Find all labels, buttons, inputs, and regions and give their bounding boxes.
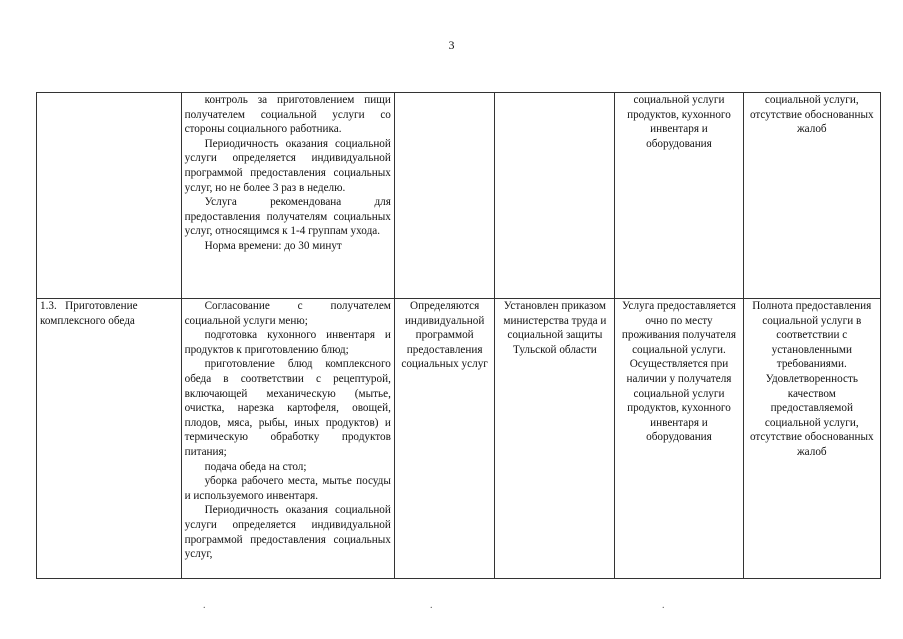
row2-volume: Определяются индивидуальной программой предоставления социальных услуг <box>394 299 495 579</box>
row1-quality-indicators: социальной услуги, отсутствие обоснованных жалоб <box>743 93 880 299</box>
description-paragraph: подготовка кухонного инвентаря и продуктов к приготовлению блюд; <box>184 329 391 356</box>
table-row <box>37 93 881 299</box>
description-paragraph: Согласование с получателем социальной услуги меню; <box>184 300 391 327</box>
row1-service-description <box>181 93 394 299</box>
scan-mark: . <box>203 600 206 611</box>
row1-volume <box>394 93 495 299</box>
row2-conditions: Услуга предоставляется очно по месту проживания получателя социальной услуги. Осуществляется при наличии у получателя социальной услуги продуктов, кухонного инвентаря и оборудования <box>615 299 743 579</box>
description-paragraph: уборка рабочего места, мытье посуды и используемого инвентаря. <box>184 475 391 502</box>
description-paragraph: Норма времени: до 30 минут <box>204 239 342 252</box>
row2-term: Установлен приказом министерства труда и социальной защиты Тульской области <box>495 299 615 579</box>
row1-conditions: социальной услуги продуктов, кухонного инвентаря и оборудования <box>615 93 743 299</box>
table-row <box>37 299 881 579</box>
description-paragraph: Услуга рекомендована для предоставления получателям социальных услуг, относящимся к 1-4 группам ухода. <box>184 196 391 238</box>
scan-mark: . <box>430 600 433 611</box>
row1-term <box>495 93 615 299</box>
scan-mark: . <box>662 600 665 611</box>
row2-quality-indicators: Полнота предоставления социальной услуги в соответствии с установленными требованиями. Удовлетворенность качеством предоставляемой социальной услуги, отсутствие обоснованных жалоб <box>743 299 880 579</box>
services-table <box>36 92 881 579</box>
page-number: 3 <box>448 38 455 52</box>
row1-service-name <box>37 93 182 299</box>
row2-service-name: 1.3. Приготовление комплексного обеда <box>37 299 182 579</box>
row2-service-description <box>181 299 394 579</box>
description-paragraph: Периодичность оказания социальной услуги определяется индивидуальной программой предоставления социальных услуг, <box>184 504 391 561</box>
description-paragraph: Периодичность оказания социальной услуги определяется индивидуальной программой предоставления социальных услуг, но не более 3 раз в неделю. <box>184 137 391 194</box>
description-paragraph: контроль за приготовлением пищи получателем социальной услуги со стороны социального работника. <box>184 94 391 136</box>
description-paragraph: подача обеда на стол; <box>204 460 307 473</box>
description-paragraph: приготовление блюд комплексного обеда в соответствии с рецептурой, включающей механическую (мытье, очистка, нарезка картофеля, овощей, плодов, мяса, рыбы, иных продуктов) и термическую обработку продуктов питания; <box>184 358 391 458</box>
